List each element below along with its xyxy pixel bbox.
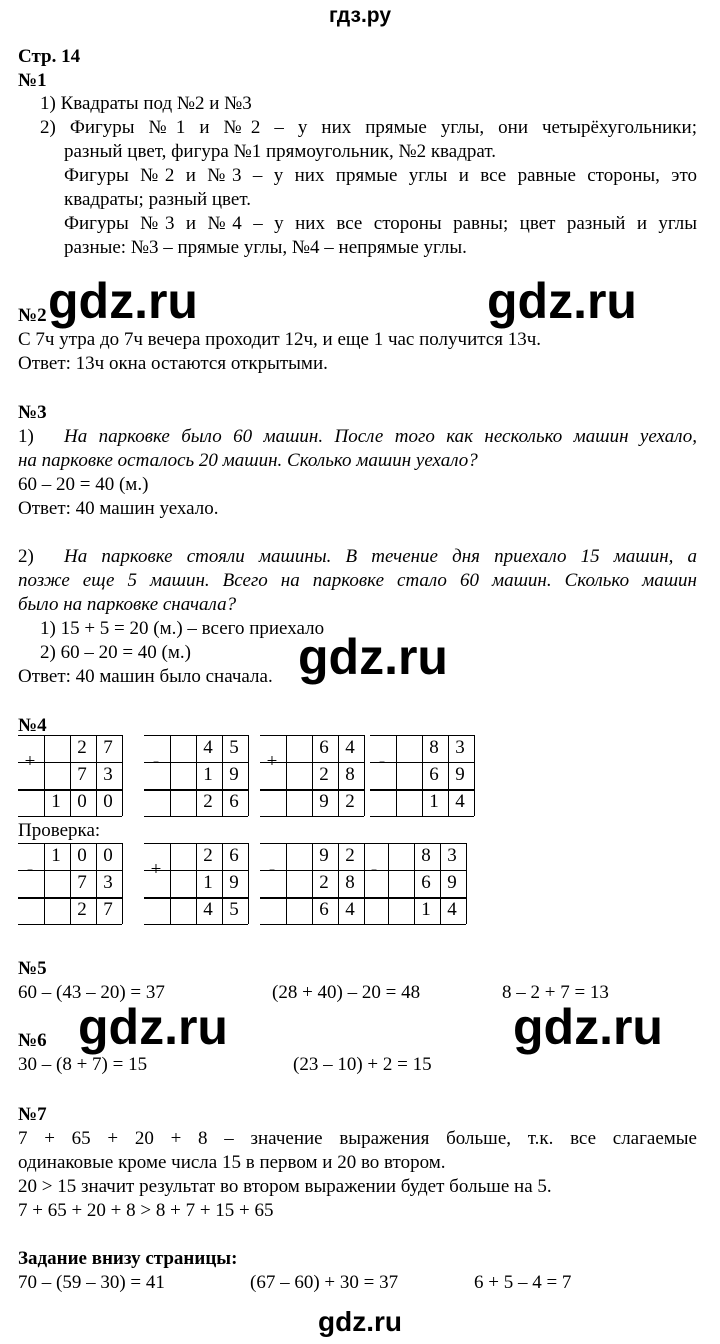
grid-line: [196, 735, 197, 816]
digit-cell: 8: [429, 737, 439, 758]
task-3-solution: 60 – 20 = 40 (м.): [18, 474, 149, 495]
site-header: гдз.ру: [328, 4, 392, 27]
watermark: gdz.ru: [48, 273, 198, 329]
digit-cell: 4: [455, 791, 465, 812]
expression: 60 – (43 – 20) = 37: [18, 982, 165, 1003]
expression: 6 + 5 – 4 = 7: [474, 1272, 572, 1293]
grid-line: [222, 735, 223, 816]
digit-cell: [388, 897, 412, 923]
grid-line: [312, 843, 313, 924]
grid-line: [170, 735, 171, 816]
grid-line: [144, 924, 248, 925]
digit-cell: 9: [229, 764, 239, 785]
task-3-problem: было на парковке сначала?: [18, 594, 237, 615]
digit-cell: 0: [103, 791, 113, 812]
task-2-answer: Ответ: 13ч окна остаются открытыми.: [18, 353, 328, 374]
task-7-title: №7: [18, 1104, 47, 1125]
watermark: gdz.ru: [318, 1306, 402, 1337]
digit-cell: [170, 870, 194, 896]
grid-line: [248, 735, 249, 816]
digit-cell: 4: [345, 899, 355, 920]
operation-sign: -: [268, 859, 276, 880]
task-3-part2-number: 2): [18, 546, 34, 567]
task-6-title: №6: [18, 1030, 47, 1051]
operation-sign: -: [26, 859, 34, 880]
digit-cell: [396, 735, 420, 761]
digit-cell: [286, 843, 310, 869]
grid-line: [122, 735, 123, 816]
grid-line: [364, 735, 365, 816]
digit-cell: [170, 843, 194, 869]
digit-cell: 4: [447, 899, 457, 920]
digit-cell: [388, 870, 412, 896]
digit-cell: 7: [77, 872, 87, 893]
digit-cell: [396, 762, 420, 788]
digit-cell: [44, 762, 68, 788]
grid-line: [96, 735, 97, 816]
digit-cell: 8: [345, 764, 355, 785]
digit-cell: [388, 843, 412, 869]
task-7-line: 7 + 65 + 20 + 8 – значение выражения больше, т.к. все слагаемые: [18, 1128, 697, 1149]
grid-line: [396, 735, 397, 816]
column-operation: [260, 843, 364, 924]
task-3-title: №3: [18, 402, 47, 423]
watermark: gdz.ru: [78, 999, 228, 1055]
grid-line: [440, 843, 441, 924]
task-1-line: разный цвет, фигура №1 прямоугольник, №2 квадрат.: [64, 141, 496, 162]
grid-line: [248, 843, 249, 924]
grid-line: [170, 843, 171, 924]
digit-cell: 3: [103, 764, 113, 785]
digit-cell: 2: [319, 764, 329, 785]
digit-cell: 5: [229, 737, 239, 758]
task-3-solution: 1) 15 + 5 = 20 (м.) – всего приехало: [40, 618, 325, 639]
digit-cell: 2: [319, 872, 329, 893]
task-3-answer: Ответ: 40 машин было сначала.: [18, 666, 273, 687]
task-1-line: разные: №3 – прямые углы, №4 – непрямые углы.: [64, 237, 467, 258]
digit-cell: 9: [447, 872, 457, 893]
digit-cell: 2: [345, 791, 355, 812]
digit-cell: 0: [77, 791, 87, 812]
digit-cell: 2: [203, 845, 213, 866]
task-1-line: Фигуры №2 и №3 – у них прямые углы и все равные стороны, это: [64, 165, 697, 186]
task-1-title: №1: [18, 70, 47, 91]
digit-cell: 7: [103, 899, 113, 920]
digit-cell: [170, 762, 194, 788]
digit-cell: 8: [421, 845, 431, 866]
page-number: Стр. 14: [18, 46, 81, 67]
digit-cell: 0: [103, 845, 113, 866]
grid-line: [222, 843, 223, 924]
digit-cell: 4: [203, 737, 213, 758]
column-operation: [18, 735, 122, 816]
task-3-answer: Ответ: 40 машин уехало.: [18, 498, 219, 519]
task-3-part1-number: 1): [18, 426, 34, 447]
task-1-line: квадраты; разный цвет.: [64, 189, 251, 210]
digit-cell: 4: [203, 899, 213, 920]
grid-line: [70, 735, 71, 816]
operation-sign: +: [266, 751, 278, 772]
digit-cell: 2: [203, 791, 213, 812]
task-4-title: №4: [18, 715, 47, 736]
digit-cell: 9: [319, 845, 329, 866]
digit-cell: 3: [455, 737, 465, 758]
grid-line: [448, 735, 449, 816]
digit-cell: 1: [51, 845, 61, 866]
task-5-title: №5: [18, 958, 47, 979]
grid-line: [96, 843, 97, 924]
task-7-line: 20 > 15 значит результат во втором выражении будет больше на 5.: [18, 1176, 552, 1197]
digit-cell: [286, 762, 310, 788]
grid-line: [122, 843, 123, 924]
task-1-line: Фигуры №3 и №4 – у них все стороны равны; цвет разный и углы: [64, 213, 697, 234]
column-operation: [18, 843, 122, 924]
watermark: gdz.ru: [298, 629, 448, 685]
grid-line: [474, 735, 475, 816]
digit-cell: 6: [429, 764, 439, 785]
digit-cell: [286, 735, 310, 761]
digit-cell: 1: [203, 764, 213, 785]
grid-line: [466, 843, 467, 924]
grid-line: [338, 843, 339, 924]
column-operation: [144, 735, 248, 816]
task-3-problem: На парковке было 60 машин. После того как несколько машин уехало,: [64, 426, 697, 447]
digit-cell: 6: [229, 791, 239, 812]
digit-cell: [286, 897, 310, 923]
digit-cell: [44, 897, 68, 923]
grid-line: [286, 843, 287, 924]
digit-cell: 6: [421, 872, 431, 893]
operation-sign: -: [378, 751, 386, 772]
digit-cell: 1: [429, 791, 439, 812]
digit-cell: 6: [319, 899, 329, 920]
grid-line: [144, 816, 248, 817]
task-1-line: 2) Фигуры №1 и №2 – у них прямые углы, они четырёхугольники;: [40, 117, 697, 138]
grid-line: [362, 924, 466, 925]
expression: 70 – (59 – 30) = 41: [18, 1272, 165, 1293]
grid-line: [370, 816, 474, 817]
digit-cell: 9: [229, 872, 239, 893]
operation-sign: +: [24, 751, 36, 772]
watermark: gdz.ru: [513, 999, 663, 1055]
task-3-problem: На парковке стояли машины. В течение дня приехало 15 машин, а: [64, 546, 697, 567]
digit-cell: 9: [455, 764, 465, 785]
task-1-line: 1) Квадраты под №2 и №3: [40, 93, 252, 114]
digit-cell: [44, 735, 68, 761]
task-3-problem: позже еще 5 машин. Всего на парковке стало 60 машин. Сколько машин: [18, 570, 697, 591]
column-operation: [260, 735, 364, 816]
digit-cell: 3: [447, 845, 457, 866]
grid-line: [260, 924, 364, 925]
grid-line: [338, 735, 339, 816]
grid-line: [286, 735, 287, 816]
task-7-line: 7 + 65 + 20 + 8 > 8 + 7 + 15 + 65: [18, 1200, 274, 1221]
digit-cell: 6: [319, 737, 329, 758]
task-7-line: одинаковые кроме числа 15 в первом и 20 во втором.: [18, 1152, 446, 1173]
operation-sign: -: [152, 751, 160, 772]
digit-cell: 4: [345, 737, 355, 758]
digit-cell: [286, 870, 310, 896]
expression: 30 – (8 + 7) = 15: [18, 1054, 148, 1075]
digit-cell: 1: [51, 791, 61, 812]
bottom-task-title: Задание внизу страницы:: [18, 1248, 238, 1269]
expression: 8 – 2 + 7 = 13: [502, 982, 609, 1003]
task-3-solution: 2) 60 – 20 = 40 (м.): [40, 642, 191, 663]
digit-cell: [170, 735, 194, 761]
digit-cell: 6: [229, 845, 239, 866]
column-operation: [370, 735, 474, 816]
expression: (67 – 60) + 30 = 37: [250, 1272, 399, 1293]
expression: (23 – 10) + 2 = 15: [293, 1054, 432, 1075]
grid-line: [44, 843, 45, 924]
digit-cell: [396, 789, 420, 815]
grid-line: [312, 735, 313, 816]
digit-cell: 8: [345, 872, 355, 893]
digit-cell: 7: [77, 764, 87, 785]
grid-line: [388, 843, 389, 924]
digit-cell: [170, 789, 194, 815]
check-label: Проверка:: [18, 820, 101, 841]
digit-cell: 3: [103, 872, 113, 893]
column-operation: [362, 843, 466, 924]
task-2-line: С 7ч утра до 7ч вечера проходит 12ч, и еще 1 час получится 13ч.: [18, 329, 542, 350]
digit-cell: 2: [345, 845, 355, 866]
grid-line: [260, 816, 364, 817]
digit-cell: 7: [103, 737, 113, 758]
watermark: gdz.ru: [487, 273, 637, 329]
grid-line: [18, 816, 122, 817]
digit-cell: 0: [77, 845, 87, 866]
digit-cell: 1: [203, 872, 213, 893]
grid-line: [196, 843, 197, 924]
grid-line: [70, 843, 71, 924]
digit-cell: [170, 897, 194, 923]
task-2-title: №2: [18, 305, 47, 326]
digit-cell: 1: [421, 899, 431, 920]
operation-sign: -: [370, 859, 378, 880]
grid-line: [44, 735, 45, 816]
digit-cell: 5: [229, 899, 239, 920]
column-operation: [144, 843, 248, 924]
digit-cell: 2: [77, 899, 87, 920]
expression: (28 + 40) – 20 = 48: [272, 982, 421, 1003]
digit-cell: 2: [77, 737, 87, 758]
operation-sign: +: [150, 859, 162, 880]
task-3-problem: на парковке осталось 20 машин. Сколько машин уехало?: [18, 450, 478, 471]
grid-line: [414, 843, 415, 924]
grid-line: [18, 924, 122, 925]
grid-line: [422, 735, 423, 816]
digit-cell: [286, 789, 310, 815]
digit-cell: [44, 870, 68, 896]
digit-cell: 9: [319, 791, 329, 812]
